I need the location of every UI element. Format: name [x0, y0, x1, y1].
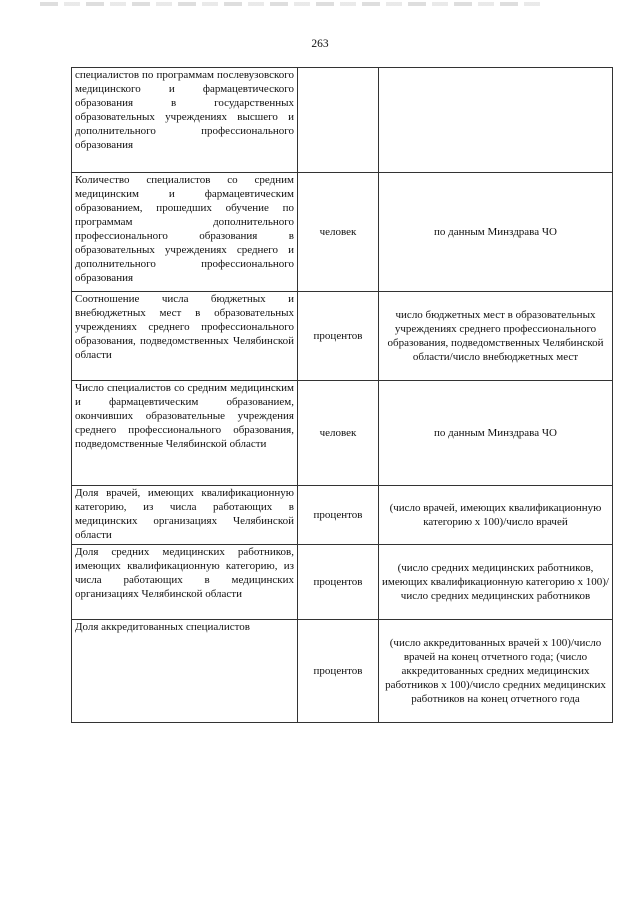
table-row — [72, 381, 613, 486]
indicator-calculation: (число врачей, имеющих квалификационную категорию х 100)/число врачей — [379, 486, 613, 545]
table-row — [72, 545, 613, 620]
indicator-unit: процентов — [298, 292, 379, 381]
indicator-unit: процентов — [298, 545, 379, 620]
table-row — [72, 292, 613, 381]
indicator-calculation: число бюджетных мест в образовательных учреждениях среднего профессионального образования, подведомственных Челябинской области/число внебюджетных мест — [379, 292, 613, 381]
indicator-calculation: (число аккредитованных врачей х 100)/число врачей на конец отчетного года; (число аккредитованных средних медицинских работников х 100)/число средних медицинских работников на конец отчетного года — [379, 620, 613, 723]
scan-header-noise — [40, 2, 540, 6]
indicator-unit: человек — [298, 381, 379, 486]
table-row — [72, 68, 613, 173]
indicator-unit: процентов — [298, 486, 379, 545]
indicator-name: Число специалистов со средним медицинским и фармацевтическим образованием, окончивших образовательные учреждения среднего профессионального образования, подведомственные Челябинской области — [72, 381, 298, 486]
indicator-name: Количество специалистов со средним медицинским и фармацевтическим образованием, прошедших обучение по программам дополнительного профессионального образования в образовательных учреждениях среднего и дополнительного профессионального образования — [72, 173, 298, 292]
indicator-unit — [298, 68, 379, 173]
indicators-table — [71, 67, 613, 723]
indicator-unit: человек — [298, 173, 379, 292]
table-row — [72, 486, 613, 545]
indicator-name: Доля аккредитованных специалистов — [72, 620, 298, 723]
indicator-calculation: (число средних медицинских работников, имеющих квалификационную категорию х 100)/число средних медицинских работников — [379, 545, 613, 620]
indicator-name: Доля врачей, имеющих квалификационную категорию, из числа работающих в медицинских организациях Челябинской области — [72, 486, 298, 545]
indicator-name: Соотношение числа бюджетных и внебюджетных мест в образовательных учреждениях среднего профессионального образования, подведомственных Челябинской области — [72, 292, 298, 381]
indicator-unit: процентов — [298, 620, 379, 723]
table-row — [72, 620, 613, 723]
page-number: 263 — [311, 38, 329, 50]
indicator-name: специалистов по программам послевузовского медицинского и фармацевтического образования в государственных образовательных учреждениях высшего и дополнительного профессионального образования — [72, 68, 298, 173]
indicator-calculation: по данным Минздрава ЧО — [379, 381, 613, 486]
indicator-calculation: по данным Минздрава ЧО — [379, 173, 613, 292]
indicator-calculation — [379, 68, 613, 173]
table-row — [72, 173, 613, 292]
indicator-name: Доля средних медицинских работников, имеющих квалификационную категорию, из числа работающих в медицинских организациях Челябинской области — [72, 545, 298, 620]
